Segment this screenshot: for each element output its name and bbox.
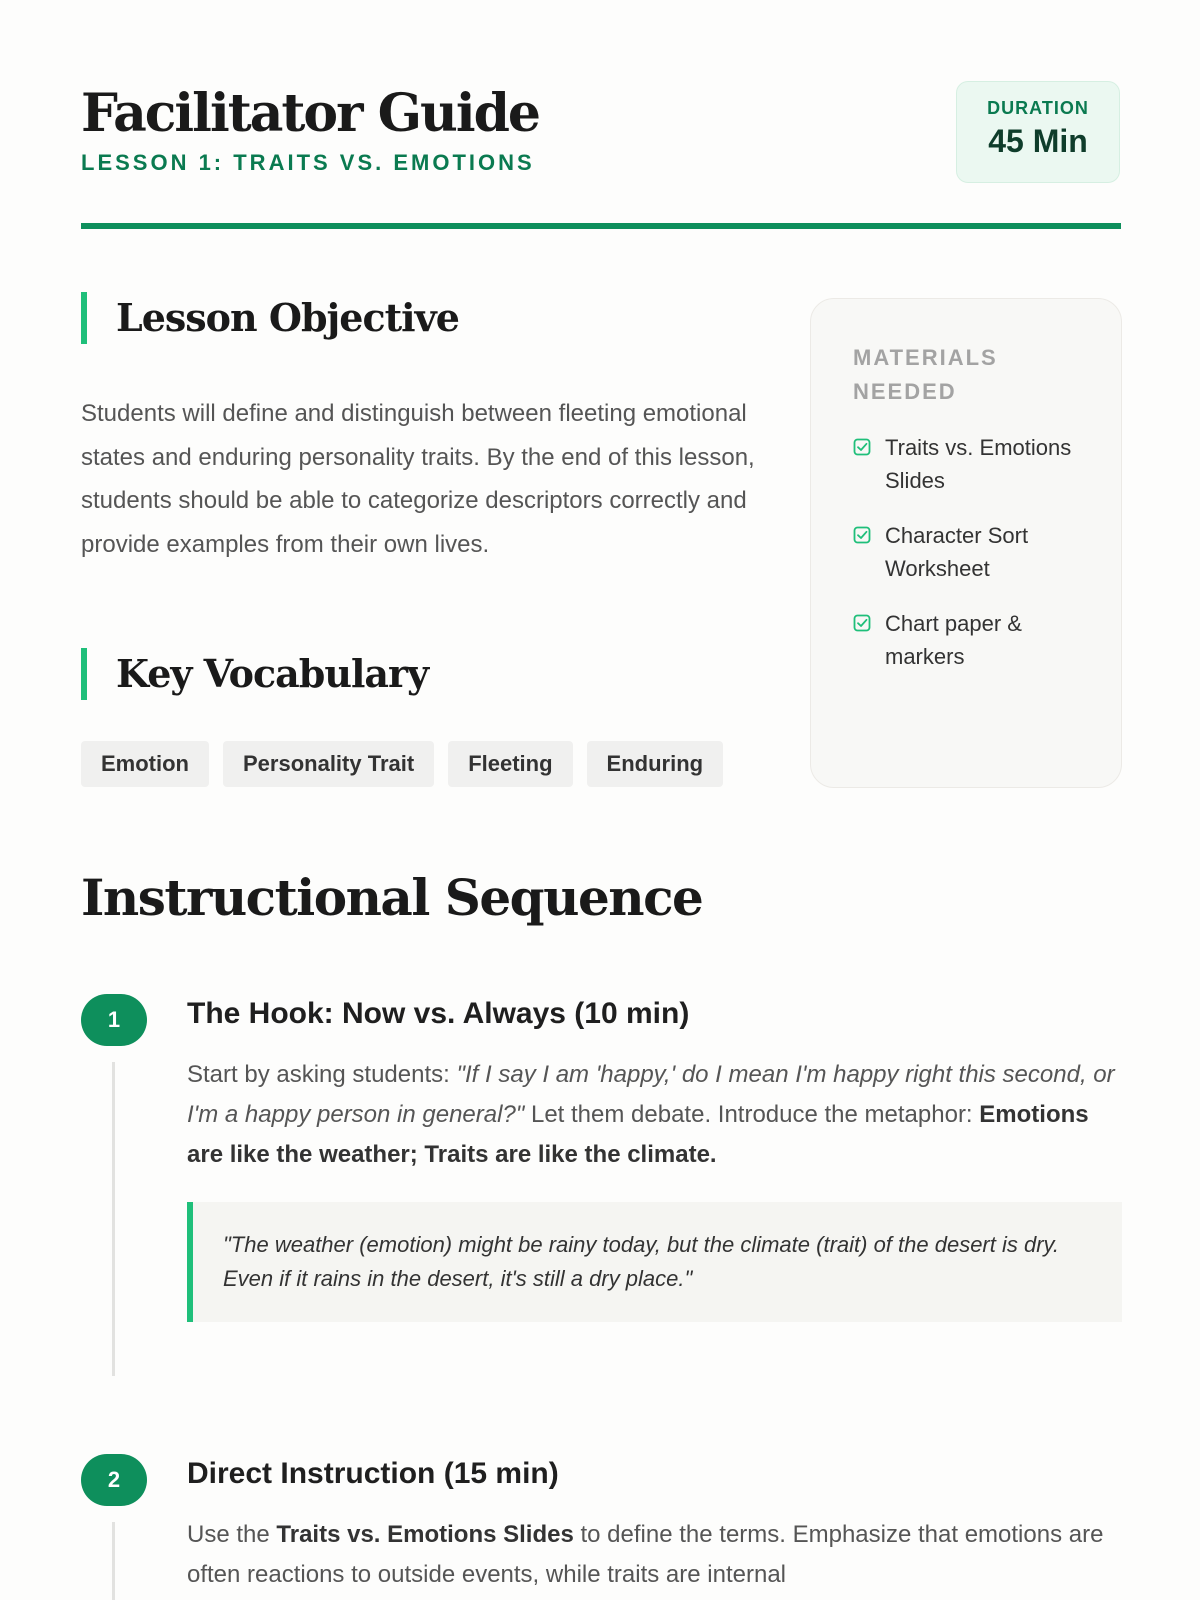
vocab-chip-emotion: Emotion <box>81 741 209 787</box>
sequence-title: Instructional Sequence <box>81 868 703 927</box>
materials-item-label: Character Sort Worksheet <box>885 523 1029 581</box>
materials-card <box>810 298 1122 788</box>
step-title: The Hook: Now vs. Always (10 min) <box>187 997 690 1030</box>
vocab-chip-enduring: Enduring <box>587 741 724 787</box>
objective-heading <box>81 292 459 344</box>
step-body-intro: Start by asking students: <box>187 1061 457 1088</box>
step-body-emphasis: Emotions are like the weather; Traits are like the climate. <box>187 1101 1089 1168</box>
page-title: Facilitator Guide <box>81 83 540 144</box>
step-body-quote: "If I say I am 'happy,' do I mean I'm happy right this second, or I'm a happy person in general?" <box>187 1061 1115 1128</box>
step-timeline-line <box>112 1522 115 1600</box>
vocabulary-heading-text: Key Vocabulary <box>116 651 429 696</box>
step-title: Direct Instruction (15 min) <box>187 1457 559 1490</box>
checkbox-icon <box>853 438 871 456</box>
checkbox-icon <box>853 526 871 544</box>
step-body-intro: Use the <box>187 1521 277 1548</box>
materials-item <box>853 431 1081 497</box>
checkbox-icon <box>853 614 871 632</box>
metaphor-callout-text: "The weather (emotion) might be rainy today, but the climate (trait) of the desert is dry. Even if it rains in the desert, it's still a dry place." <box>223 1232 1060 1291</box>
vocab-chip-personality-trait: Personality Trait <box>223 741 434 787</box>
step-body-mid: Let them debate. Introduce the metaphor: <box>524 1101 980 1128</box>
duration-value: 45 Min <box>988 123 1088 159</box>
materials-item <box>853 607 1081 673</box>
duration-label: DURATION <box>987 98 1089 118</box>
step-number-badge: 2 <box>81 1454 147 1506</box>
materials-list <box>853 431 1081 673</box>
duration-badge <box>956 81 1120 183</box>
materials-label: MATERIALS NEEDED <box>853 345 998 404</box>
step-body-rest: to define the terms. Emphasize that emotions are often reactions to outside events, while traits are internal <box>187 1521 1104 1588</box>
header-divider <box>81 223 1121 229</box>
step-body <box>187 1515 1122 1595</box>
metaphor-callout <box>187 1202 1122 1322</box>
materials-item <box>853 519 1081 585</box>
objective-heading-text: Lesson Objective <box>116 295 459 340</box>
lesson-subtitle: LESSON 1: TRAITS VS. EMOTIONS <box>81 150 535 175</box>
objective-text: Students will define and distinguish between fleeting emotional states and enduring personality traits. By the end of this lesson, students should be able to categorize descriptors correctly and provide examples from their own lives. <box>81 400 755 558</box>
vocabulary-heading <box>81 648 428 700</box>
step-body-emphasis: Traits vs. Emotions Slides <box>276 1521 574 1548</box>
step-timeline-line <box>112 1062 115 1376</box>
materials-item-label: Chart paper & markers <box>885 611 1022 669</box>
materials-item-label: Traits vs. Emotions Slides <box>885 435 1072 493</box>
vocabulary-list <box>81 741 723 787</box>
step-body <box>187 1055 1122 1175</box>
vocab-chip-fleeting: Fleeting <box>448 741 572 787</box>
step-number-badge: 1 <box>81 994 147 1046</box>
